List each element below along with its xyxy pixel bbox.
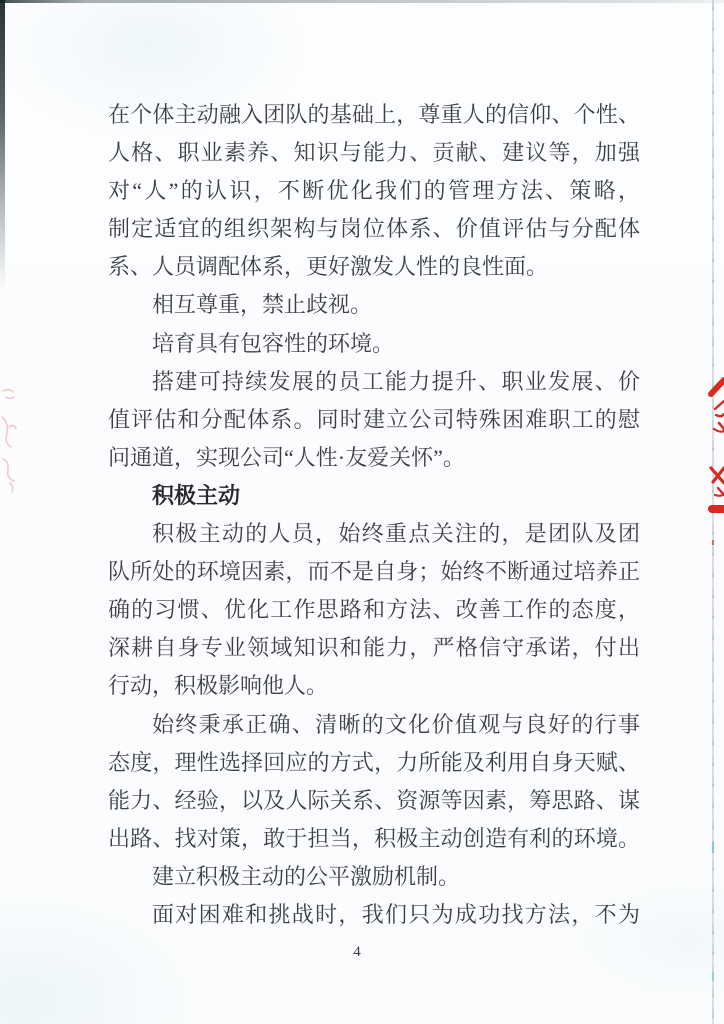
document-body [108, 96, 640, 934]
text-line: 值评估和分配体系。同时建立公司特殊困难职工的慰 [108, 406, 640, 432]
teal-speck [712, 842, 714, 853]
page-number: 4 [353, 944, 361, 960]
text-line: 培育具有包容性的环境。 [152, 330, 395, 356]
text-line: 行动，积极影响他人。 [108, 673, 329, 699]
red-speck [712, 540, 714, 545]
text-line: 队所处的环境因素，而不是自身；始终不断通过培养正 [108, 559, 640, 585]
text-line: 对“人”的认识，不断优化我们的管理方法、策略， [108, 178, 640, 204]
scan-edge-left [0, 0, 5, 290]
text-line: 在个体主动融入团队的基础上，尊重人的信仰、个性、 [108, 102, 640, 127]
text-line: 确的习惯、优化工作思路和方法、改善工作的态度， [108, 597, 640, 623]
text-line: 态度，理性选择回应的方式，力所能及利用自身天赋、 [108, 749, 640, 775]
red-stamp-fragment-top [704, 377, 724, 445]
text-line: 问通道，实现公司“人性·友爱关怀”。 [108, 444, 465, 470]
text-line: 系、人员调配体系，更好激发人性的良性面。 [108, 254, 549, 280]
teal-speck [712, 972, 714, 981]
left-ink-bleed-marks [0, 383, 18, 503]
text-line: 人格、职业素养、知识与能力、贡献、建议等，加强 [108, 140, 640, 166]
text-line: 始终秉承正确、清晰的文化价值观与良好的行事 [152, 711, 640, 737]
red-stamp-fragment-bottom [704, 464, 724, 528]
text-line: 面对困难和挑战时，我们只为成功找方法，不为 [152, 901, 640, 927]
text-line: 制定适宜的组织架构与岗位体系、价值评估与分配体 [108, 216, 640, 242]
scan-edge-top [0, 0, 724, 3]
text-line: 能力、经验，以及人际关系、资源等因素，筹思路、谋 [108, 787, 640, 813]
text-line: 相互尊重，禁止歧视。 [152, 292, 373, 318]
text-line: 建立积极主动的公平激励机制。 [152, 863, 461, 889]
text-line: 积极主动的人员，始终重点关注的，是团队及团 [152, 521, 640, 547]
text-line: 出路、找对策，敢于担当，积极主动创造有利的环境。 [108, 825, 640, 851]
section-heading: 积极主动 [152, 482, 241, 508]
text-line: 搭建可持续发展的员工能力提升、职业发展、价 [152, 368, 640, 394]
text-line: 深耕自身专业领域知识和能力，严格信守承诺，付出 [108, 635, 640, 661]
